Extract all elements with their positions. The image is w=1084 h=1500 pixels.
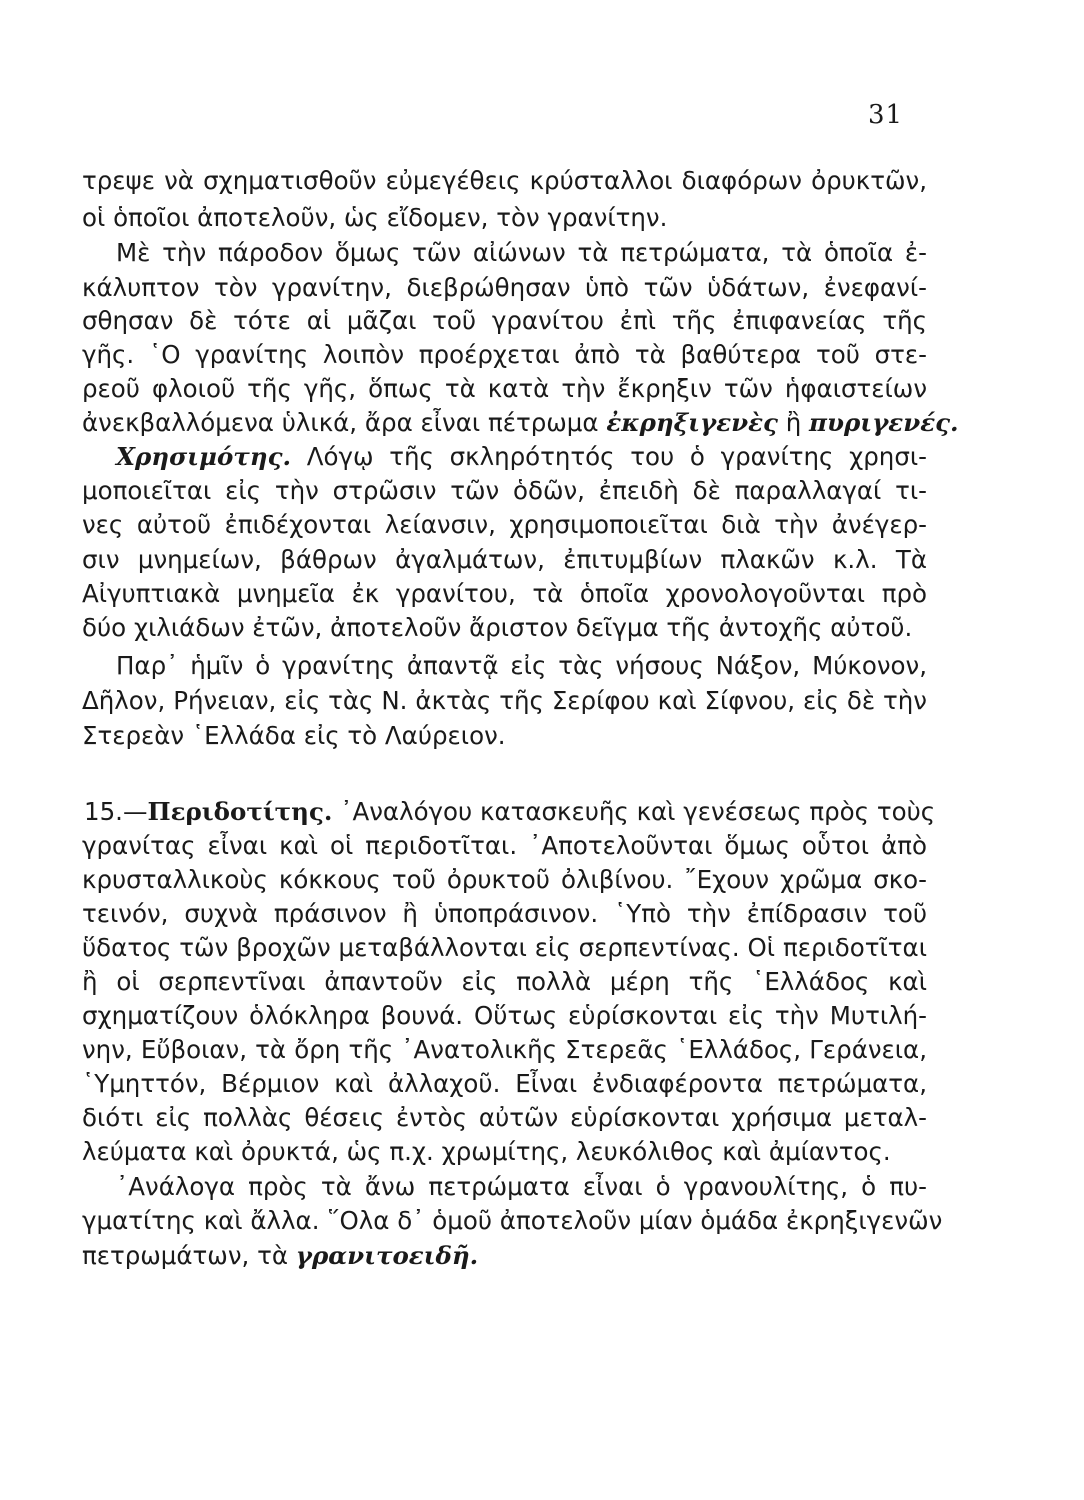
text-line: ῾Υμηττόν, Βέρμιον καὶ ἀλλαχοῦ. Εἶναι ἐνδιαφέροντα πετρώματα, — [82, 1069, 927, 1098]
text-line: σθησαν δὲ τότε αἱ μᾶζαι τοῦ γρανίτου ἐπὶ τῆς ἐπιφανείας τῆς — [82, 306, 927, 335]
text-line: ᾽Ανάλογα πρὸς τὰ ἄνω πετρώματα εἶναι ὁ γρανουλίτης, ὁ πυ- — [116, 1172, 927, 1201]
text-line: γρανίτας εἶναι καὶ οἱ περιδοτῖται. ᾽Αποτελοῦνται ὅμως οὗτοι ἀπὸ — [82, 831, 927, 860]
subheading-italic: Χρησιμότης. — [116, 442, 292, 471]
text-line — [82, 1241, 927, 1271]
text-line: τρεψε νὰ σχηματισθοῦν εὐμεγέθεις κρύσταλλοι διαφόρων ὀρυκτῶν, — [82, 166, 927, 195]
text-line: μοποιεῖται εἰς τὴν στρῶσιν τῶν ὁδῶν, ἐπειδὴ δὲ παραλλαγαί τι- — [82, 476, 927, 505]
text-line: Παρ᾽ ἡμῖν ὁ γρανίτης ἀπαντᾷ εἰς τὰς νήσους Νάξον, Μύκονον, — [116, 651, 927, 680]
text-line: ἢ οἱ σερπεντῖναι ἀπαντοῦν εἰς πολλὰ μέρη τῆς ῾Ελλάδος καὶ — [82, 967, 927, 996]
text-line: οἱ ὁποῖοι ἀποτελοῦν, ὡς εἴδομεν, τὸν γρανίτην. — [82, 203, 668, 232]
text-segment: πετρωμάτων, τὰ — [82, 1241, 288, 1270]
text-segment: ἢ — [785, 408, 802, 437]
text-line: γματίτης καὶ ἄλλα. ῞Ολα δ᾽ ὁμοῦ ἀποτελοῦν μίαν ὁμάδα ἐκρηξιγενῶν — [82, 1206, 943, 1235]
section-heading-line — [84, 797, 936, 827]
text-line: γῆς. ῾Ο γρανίτης λοιπὸν προέρχεται ἀπὸ τὰ βαθύτερα τοῦ στε- — [82, 340, 927, 369]
text-segment: ἀνεκβαλλόμενα ὑλικά, ἄρα εἶναι πέτρωμα — [82, 408, 599, 437]
text-line: νες αὐτοῦ ἐπιδέχονται λείανσιν, χρησιμοποιεῖται διὰ τὴν ἀνέγερ- — [82, 510, 927, 539]
text-line — [116, 442, 927, 472]
term-italic: ἐκρηξιγενὲς — [606, 408, 778, 437]
text-line: σχηματίζουν ὁλόκληρα βουνά. Οὕτως εὑρίσκονται εἰς τὴν Μυτιλή- — [82, 1001, 927, 1030]
section-title: Περιδοτίτης. — [147, 797, 333, 826]
text-line: λεύματα καὶ ὀρυκτά, ὡς π.χ. χρωμίτης, λευκόλιθος καὶ ἀμίαντος. — [82, 1137, 891, 1166]
text-line: Μὲ τὴν πάροδον ὅμως τῶν αἰώνων τὰ πετρώματα, τὰ ὁποῖα ἐ- — [116, 238, 927, 267]
text-line: νην, Εὔβοιαν, τὰ ὄρη τῆς ᾽Ανατολικῆς Στερεᾶς ῾Ελλάδος, Γεράνεια, — [82, 1035, 927, 1064]
page-number: 31 — [868, 100, 904, 130]
term-italic: γρανιτοειδῆ. — [295, 1241, 479, 1270]
section-number: 15.— — [84, 797, 148, 826]
text-line: σιν μνημείων, βάθρων ἀγαλμάτων, ἐπιτυμβίων πλακῶν κ.λ. Τὰ — [82, 545, 927, 574]
text-segment: ᾽Αναλόγου κατασκευῆς καὶ γενέσεως πρὸς τοὺς — [340, 797, 936, 826]
text-line: δύο χιλιάδων ἐτῶν, ἀποτελοῦν ἄριστον δεῖγμα τῆς ἀντοχῆς αὐτοῦ. — [82, 613, 913, 642]
term-italic: πυριγενές. — [809, 408, 959, 437]
text-segment: Λόγῳ τῆς σκληρότητός του ὁ γρανίτης χρησι- — [306, 442, 927, 471]
text-line: ρεοῦ φλοιοῦ τῆς γῆς, ὅπως τὰ κατὰ τὴν ἔκρηξιν τῶν ἡφαιστείων — [82, 374, 927, 403]
text-line — [82, 408, 959, 438]
text-line: Δῆλον, Ρήνειαν, εἰς τὰς Ν. ἀκτὰς τῆς Σερίφου καὶ Σίφνου, εἰς δὲ τὴν — [82, 686, 927, 715]
text-line: τεινόν, συχνὰ πράσινον ἢ ὑποπράσινον. ῾Υπὸ τὴν ἐπίδρασιν τοῦ — [82, 899, 927, 928]
text-line: διότι εἰς πολλὰς θέσεις ἐντὸς αὐτῶν εὑρίσκονται χρήσιμα μεταλ- — [82, 1103, 927, 1132]
text-line: Αἰγυπτιακὰ μνημεῖα ἐκ γρανίτου, τὰ ὁποῖα χρονολογοῦνται πρὸ — [82, 579, 927, 608]
text-line: κρυσταλλικοὺς κόκκους τοῦ ὀρυκτοῦ ὀλιβίνου. ῎Εχουν χρῶμα σκο- — [82, 865, 927, 894]
text-line: κάλυπτον τὸν γρανίτην, διεβρώθησαν ὑπὸ τῶν ὑδάτων, ἐνεφανί- — [82, 273, 927, 302]
text-line: Στερεὰν ῾Ελλάδα εἰς τὸ Λαύρειον. — [82, 721, 506, 750]
text-line: ὕδατος τῶν βροχῶν μεταβάλλονται εἰς σερπεντίνας. Οἱ περιδοτῖται — [82, 933, 927, 962]
